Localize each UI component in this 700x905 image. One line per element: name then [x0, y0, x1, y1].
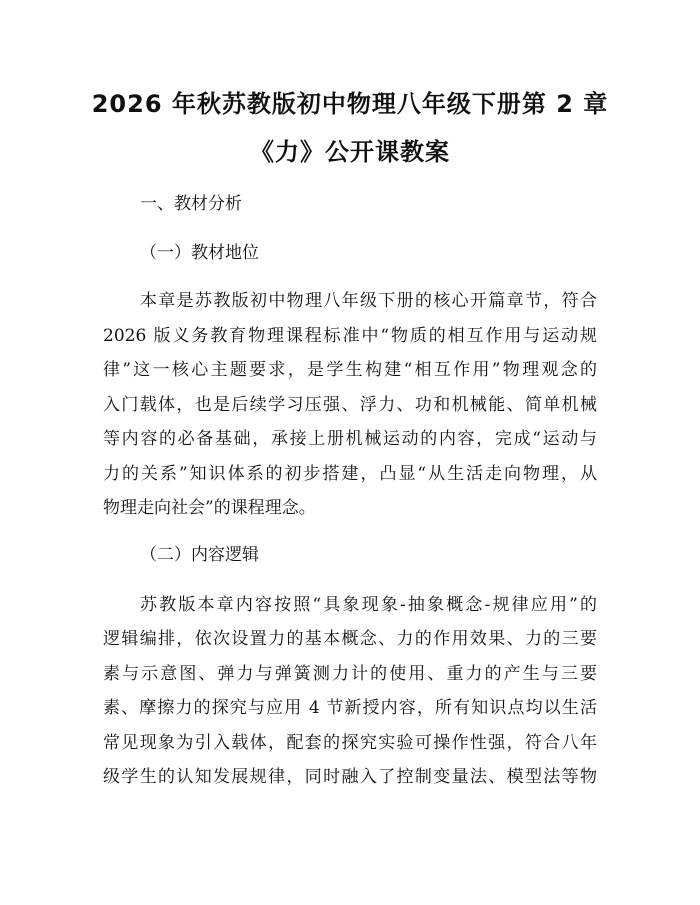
paragraph-line: 苏教版本章内容按照“具象现象-抽象概念-规律应用”的: [140, 595, 597, 615]
paragraph-line: 本章是苏教版初中物理八年级下册的核心开篇章节，符合: [140, 291, 597, 311]
subsection-heading-textbook-position: （一）教材地位: [140, 243, 259, 263]
paragraph-line: 常见现象为引入载体，配套的探究实验可操作性强，符合八年: [103, 733, 597, 753]
paragraph-line: 力的关系”知识体系的初步搭建，凸显“从生活走向物理，从: [103, 464, 597, 484]
paragraph-line: 物理走向社会”的课程理念。: [103, 498, 316, 518]
paragraph-line: 律”这一核心主题要求，是学生构建“相互作用”物理观念的: [103, 360, 597, 380]
paragraph-line: 素、摩擦力的探究与应用 4 节新授内容，所有知识点均以生活: [103, 698, 597, 718]
document-title-line-2: 《力》公开课教案: [250, 138, 450, 166]
paragraph-line: 等内容的必备基础，承接上册机械运动的内容，完成“运动与: [103, 429, 597, 449]
paragraph-line: 级学生的认知发展规律，同时融入了控制变量法、模型法等物: [103, 767, 597, 787]
document-title-line-1: 2026 年秋苏教版初中物理八年级下册第 2 章: [91, 90, 609, 118]
section-heading-textbook-analysis: 一、教材分析: [140, 194, 242, 214]
paragraph-line: 逻辑编排，依次设置力的基本概念、力的作用效果、力的三要: [103, 629, 597, 649]
paragraph-line: 入门载体，也是后续学习压强、浮力、功和机械能、简单机械: [103, 395, 597, 415]
subsection-heading-content-logic: （二）内容逻辑: [140, 545, 259, 565]
paragraph-line: 素与示意图、弹力与弹簧测力计的使用、重力的产生与三要: [103, 664, 597, 684]
paragraph-line: 2026 版义务教育物理课程标准中“物质的相互作用与运动规: [103, 326, 597, 346]
